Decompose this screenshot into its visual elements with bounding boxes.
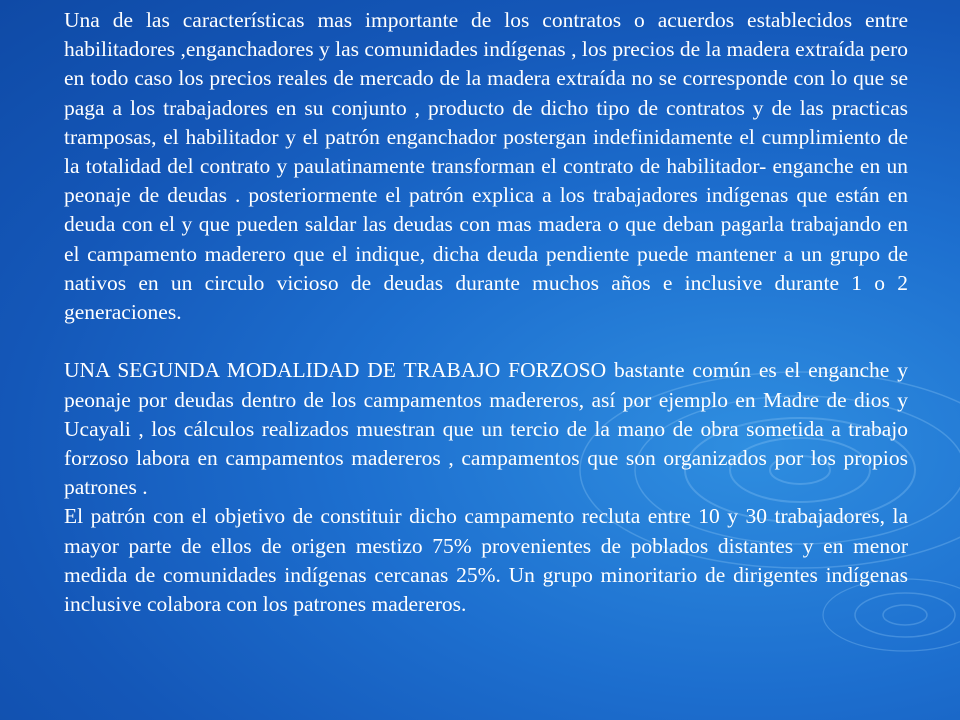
paragraph-spacer	[64, 327, 908, 356]
slide-text-body	[64, 6, 908, 619]
paragraph-camp-recruitment: El patrón con el objetivo de constituir dicho campamento recluta entre 10 y 30 trabajadores, la mayor parte de ellos de origen mestizo 75% provenientes de poblados distantes y en menor medida de comunidades indígenas cercanas 25%. Un grupo minoritario de dirigentes indígenas inclusive colabora con los patrones madereros.	[64, 504, 908, 617]
paragraph-second-modality: UNA SEGUNDA MODALIDAD DE TRABAJO FORZOSO bastante común es el enganche y peonaje por deudas dentro de los campamentos madereros, así por ejemplo en Madre de dios y Ucayali , los cálculos realizados muestran que un tercio de la mano de obra sometida a trabajo forzoso labora en campamentos madereros , campamentos que son organizados por los propios patrones .	[64, 358, 908, 500]
paragraph-contracts: Una de las características mas importante de los contratos o acuerdos establecidos entre habilitadores ,enganchadores y las comunidades indígenas , los precios de la madera extraída pero en todo caso los precios reales de mercado de la madera extraída no se corresponde con lo que se paga a los trabajadores en su conjunto , producto de dicho tipo de contratos y de las practicas tramposas, el habilitador y el patrón enganchador postergan indefinidamente el cumplimiento de la totalidad del contrato y paulatinamente transforman el contrato de habilitador- enganche en un peonaje de deudas . posteriormente el patrón explica a los trabajadores indígenas que están en deuda con el y que pueden saldar las deudas con mas madera o que deban pagarla trabajando en el campamento maderero que el indique, dicha deuda pendiente puede mantener a un grupo de nativos en un circulo vicioso de deudas durante muchos años e inclusive durante 1 o 2 generaciones.	[64, 8, 908, 325]
